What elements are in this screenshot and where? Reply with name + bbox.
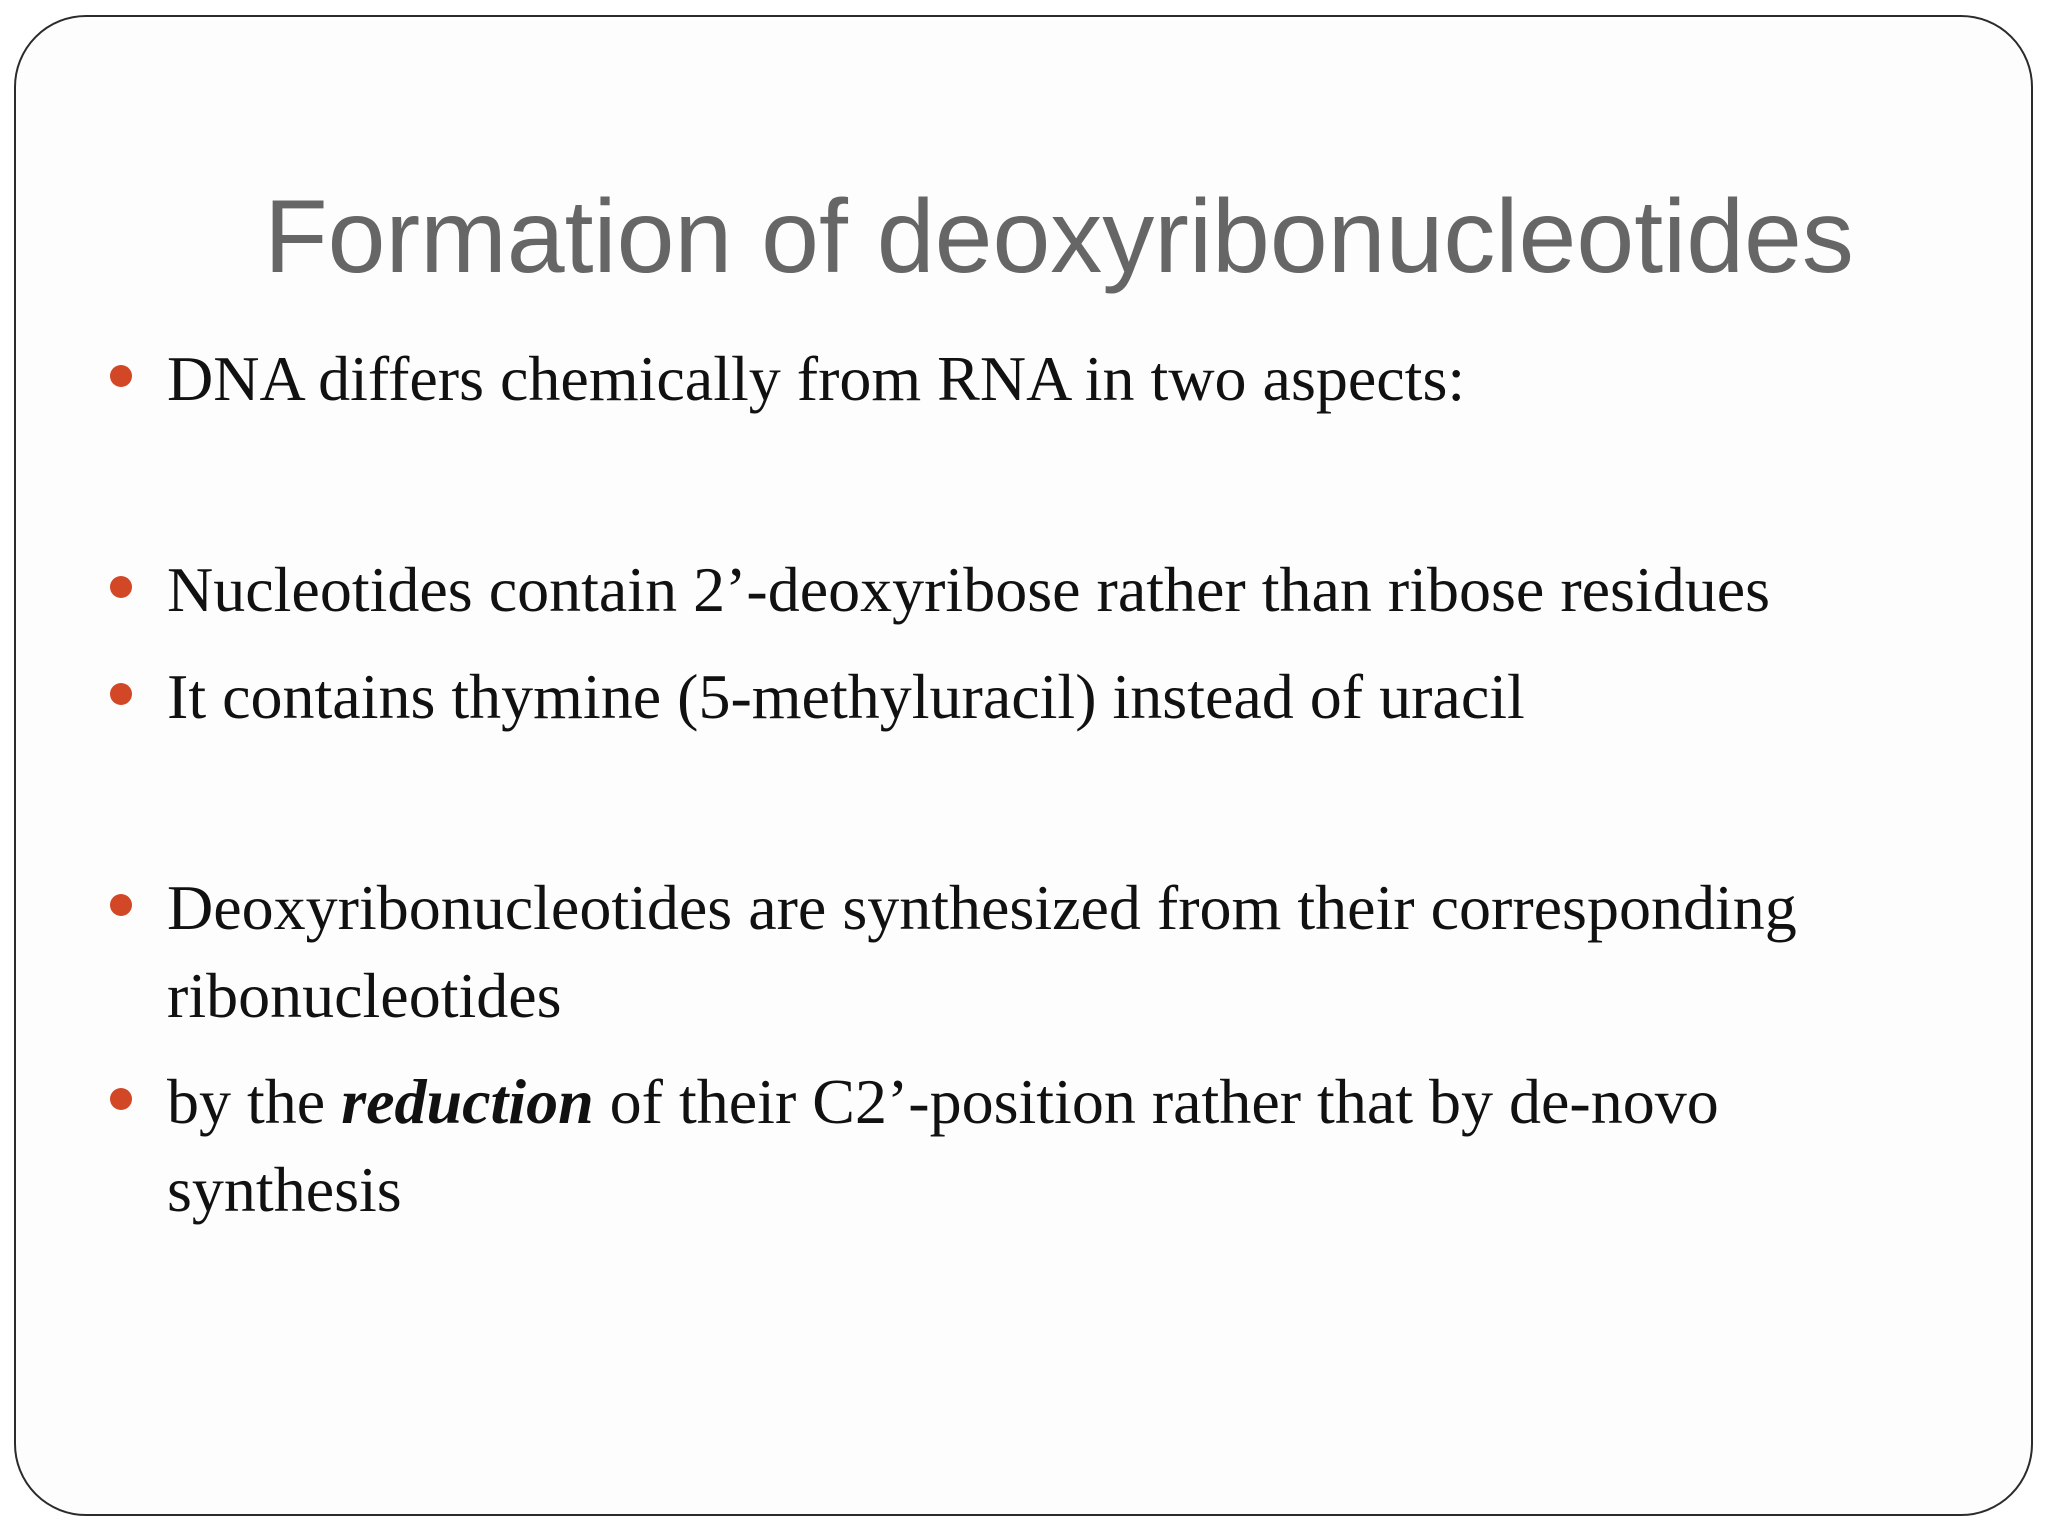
bullet-text: Nucleotides contain 2’-deoxyribose rather than ribose residues — [167, 554, 1771, 625]
bullet-text-suffix: of their C2’-position rather that by de-novo synthesis — [167, 1066, 1719, 1225]
bullet-dot-icon — [110, 1088, 132, 1110]
bullet-dot-icon — [110, 894, 132, 916]
bullet-dot-icon — [110, 576, 132, 598]
bullet-text: Deoxyribonucleotides are synthesized from their corresponding ribonucleotides — [167, 872, 1797, 1031]
bullet-text: It contains thymine (5-methyluracil) instead of uracil — [167, 661, 1525, 732]
bullet-dot-icon — [110, 683, 132, 705]
bullet-text — [167, 1058, 1967, 1234]
bullet-text-prefix: by the — [167, 1066, 342, 1137]
bullet-text: DNA differs chemically from RNA in two aspects: — [167, 343, 1466, 414]
slide-title: Formation of deoxyribonucleotides — [264, 179, 1854, 295]
bullet-text-emphasis: reduction — [341, 1066, 594, 1137]
bullet-dot-icon — [110, 365, 132, 387]
